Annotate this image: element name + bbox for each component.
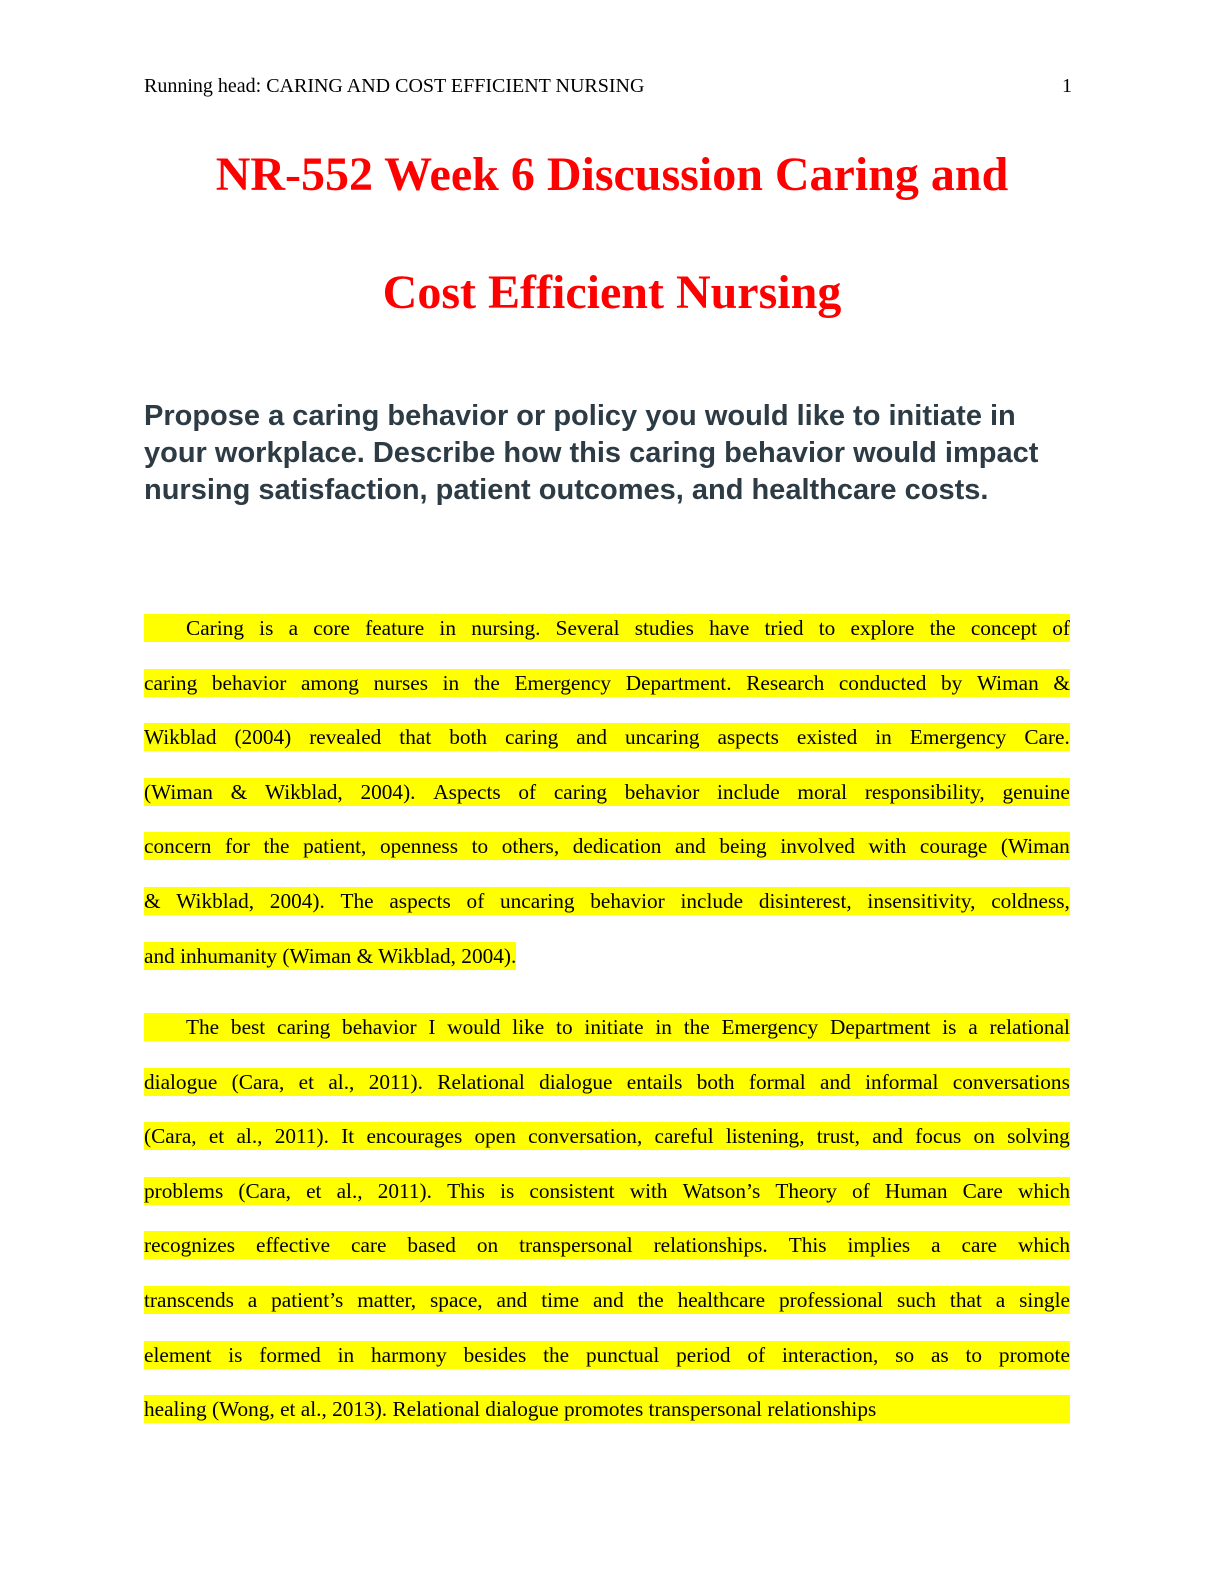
running-head bbox=[144, 74, 1072, 98]
word: would bbox=[447, 1015, 501, 1039]
word: with bbox=[868, 834, 907, 859]
word: the bbox=[543, 1342, 570, 1367]
word: patient’s bbox=[271, 1287, 344, 1312]
word: listening, bbox=[725, 1124, 805, 1149]
word: 2011). bbox=[377, 1178, 432, 1203]
paragraph-line bbox=[144, 1068, 1070, 1123]
discussion-prompt: Propose a caring behavior or policy you would like to initiate in your workplace. Describe how this caring behavior would impact nursing satisfaction, patient outcomes, and healthcare costs. bbox=[144, 400, 1039, 506]
highlighted-text bbox=[144, 723, 1070, 751]
word: so bbox=[895, 1342, 915, 1367]
paragraph-line bbox=[144, 942, 1070, 997]
word: aspects bbox=[389, 888, 451, 913]
paragraph-line bbox=[144, 1341, 1070, 1396]
word: concern bbox=[144, 834, 212, 859]
page-number: 1 bbox=[1062, 75, 1072, 97]
word: revealed bbox=[309, 725, 382, 750]
word: trust, bbox=[816, 1124, 860, 1149]
paragraph-line bbox=[144, 1231, 1070, 1286]
word: & bbox=[1053, 670, 1070, 695]
word: is bbox=[228, 1342, 243, 1367]
word: informal bbox=[865, 1069, 939, 1094]
word: besides bbox=[463, 1342, 527, 1367]
word: in bbox=[439, 616, 456, 640]
word: formal bbox=[748, 1069, 806, 1094]
word: patient, bbox=[303, 834, 367, 859]
document-title-line-1: NR-552 Week 6 Discussion Caring and bbox=[215, 148, 1009, 201]
word: is bbox=[500, 1178, 515, 1203]
highlighted-text bbox=[144, 1122, 1070, 1150]
word: problems bbox=[144, 1178, 224, 1203]
word: caring bbox=[553, 779, 608, 804]
paragraph-line bbox=[144, 1286, 1070, 1341]
word: include bbox=[717, 779, 780, 804]
word: (Wiman bbox=[144, 779, 213, 804]
word: relationships. bbox=[653, 1233, 768, 1258]
paragraph-2 bbox=[144, 1013, 1070, 1450]
word: to bbox=[471, 834, 489, 859]
word: Human bbox=[884, 1178, 948, 1203]
word: dedication bbox=[572, 834, 662, 859]
word: such bbox=[896, 1287, 937, 1312]
word: the bbox=[683, 1015, 710, 1039]
word: the bbox=[473, 670, 500, 695]
highlighted-text bbox=[144, 1341, 1070, 1369]
word: et bbox=[208, 1124, 225, 1149]
word: to bbox=[556, 1015, 573, 1039]
word: et bbox=[306, 1178, 322, 1203]
paragraph-line bbox=[144, 1122, 1070, 1177]
word: Watson’s bbox=[682, 1178, 761, 1203]
word: studies bbox=[634, 616, 694, 640]
word: al., bbox=[236, 1124, 263, 1149]
word: for bbox=[225, 834, 250, 859]
highlighted-text bbox=[144, 1068, 1070, 1096]
word: behavior bbox=[342, 1015, 417, 1039]
word: existed bbox=[796, 725, 858, 750]
word: feature bbox=[365, 616, 425, 640]
word: a bbox=[288, 616, 299, 640]
word: of bbox=[851, 1178, 870, 1203]
word: on bbox=[973, 1124, 995, 1149]
word: to bbox=[965, 1342, 983, 1367]
word: solving bbox=[1007, 1124, 1070, 1149]
word: Theory bbox=[775, 1178, 837, 1203]
word: based bbox=[407, 1233, 456, 1258]
word: Department bbox=[829, 1015, 931, 1039]
word: and bbox=[820, 1069, 851, 1094]
word: behavior bbox=[590, 888, 665, 913]
word: genuine bbox=[1002, 779, 1070, 804]
word: a bbox=[931, 1233, 941, 1258]
word: both bbox=[449, 725, 488, 750]
word: Wiman bbox=[976, 670, 1039, 695]
word: tried bbox=[764, 616, 804, 640]
word: in bbox=[875, 725, 892, 750]
word: time bbox=[541, 1287, 580, 1312]
word: others, bbox=[501, 834, 560, 859]
highlighted-text bbox=[144, 1177, 1070, 1205]
word: best bbox=[230, 1015, 266, 1039]
word: the bbox=[929, 616, 956, 640]
word: Caring bbox=[186, 616, 244, 640]
word: recognizes bbox=[144, 1233, 236, 1258]
word: punctual bbox=[585, 1342, 660, 1367]
word: behavior bbox=[211, 670, 287, 695]
paragraph-line bbox=[144, 887, 1070, 942]
word: care bbox=[351, 1233, 387, 1258]
paragraph-line bbox=[144, 1395, 1070, 1450]
word: among bbox=[300, 670, 359, 695]
word: the bbox=[263, 834, 290, 859]
paragraph-line bbox=[144, 1177, 1070, 1232]
highlighted-text: healing (Wong, et al., 2013). Relational dialogue promotes transpersonal relationships bbox=[144, 1395, 1070, 1423]
word: openness bbox=[379, 834, 459, 859]
word: coldness, bbox=[991, 888, 1070, 913]
word: The bbox=[340, 888, 374, 913]
running-head-text: Running head: CARING AND COST EFFICIENT NURSING bbox=[144, 75, 645, 97]
word: healthcare bbox=[677, 1287, 766, 1312]
word: initiate bbox=[584, 1015, 644, 1039]
word: 2004). bbox=[360, 779, 416, 804]
word: promote bbox=[998, 1342, 1070, 1367]
word: Relational bbox=[437, 1069, 525, 1094]
word: Wikblad, bbox=[176, 888, 255, 913]
highlighted-text: and inhumanity (Wiman & Wikblad, 2004). bbox=[144, 943, 517, 968]
word: conducted bbox=[838, 670, 927, 695]
word: conversation, bbox=[528, 1124, 643, 1149]
word: element bbox=[144, 1342, 212, 1367]
highlighted-text bbox=[144, 887, 1070, 915]
word: and bbox=[675, 834, 706, 859]
word: Emergency bbox=[721, 1015, 819, 1039]
word: nursing. bbox=[471, 616, 541, 640]
highlighted-text bbox=[144, 614, 1070, 642]
word: (Cara, bbox=[144, 1124, 197, 1149]
word: nurses bbox=[373, 670, 428, 695]
word: entails bbox=[626, 1069, 683, 1094]
word: It bbox=[341, 1124, 355, 1149]
word: careful bbox=[654, 1124, 714, 1149]
word: being bbox=[719, 834, 767, 859]
word: caring bbox=[277, 1015, 331, 1039]
word: period bbox=[676, 1342, 731, 1367]
word: insensitivity, bbox=[867, 888, 976, 913]
word: uncaring bbox=[624, 725, 700, 750]
word: in bbox=[337, 1342, 355, 1367]
word: to bbox=[818, 616, 836, 640]
word: and bbox=[872, 1124, 903, 1149]
paragraph-line bbox=[144, 832, 1070, 887]
word: a bbox=[968, 1015, 978, 1039]
word: et bbox=[298, 1069, 314, 1094]
word: encourages bbox=[366, 1124, 463, 1149]
word: (2004) bbox=[234, 725, 292, 750]
paragraph-line bbox=[144, 723, 1070, 778]
word: (Cara, bbox=[231, 1069, 285, 1094]
word: consistent bbox=[529, 1178, 615, 1203]
word: al., bbox=[336, 1178, 363, 1203]
word: by bbox=[941, 670, 963, 695]
highlighted-text bbox=[144, 1286, 1070, 1314]
word: & bbox=[230, 779, 248, 804]
highlighted-text bbox=[144, 1231, 1070, 1259]
word: Several bbox=[555, 616, 620, 640]
word: Department. bbox=[625, 670, 732, 695]
word: open bbox=[474, 1124, 516, 1149]
word: relational bbox=[989, 1015, 1070, 1039]
word: on bbox=[476, 1233, 499, 1258]
word: which bbox=[1017, 1233, 1070, 1258]
paragraph-line bbox=[144, 1013, 1070, 1068]
word: in bbox=[655, 1015, 672, 1039]
word: moral bbox=[797, 779, 848, 804]
word: of bbox=[466, 888, 485, 913]
word: a bbox=[995, 1287, 1006, 1312]
word: explore bbox=[850, 616, 915, 640]
word: Care bbox=[962, 1178, 1003, 1203]
word: caring bbox=[144, 670, 198, 695]
word: The bbox=[186, 1015, 220, 1039]
word: like bbox=[512, 1015, 545, 1039]
word: Emergency bbox=[514, 670, 612, 695]
word: a bbox=[247, 1287, 258, 1312]
paragraph-line bbox=[144, 778, 1070, 833]
word: courage bbox=[919, 834, 988, 859]
word: behavior bbox=[624, 779, 700, 804]
word: This bbox=[447, 1178, 485, 1203]
word: formed bbox=[259, 1342, 321, 1367]
word: harmony bbox=[371, 1342, 447, 1367]
highlighted-text bbox=[144, 669, 1070, 697]
word: (Wiman bbox=[1000, 834, 1070, 859]
word: aspects bbox=[717, 725, 779, 750]
highlighted-text bbox=[144, 832, 1070, 860]
word: caring bbox=[505, 725, 559, 750]
word: and bbox=[592, 1287, 624, 1312]
word: involved bbox=[780, 834, 855, 859]
word: This bbox=[788, 1233, 827, 1258]
word: and bbox=[496, 1287, 528, 1312]
word: 2004). bbox=[269, 888, 325, 913]
word: is bbox=[942, 1015, 957, 1039]
word: matter, bbox=[357, 1287, 417, 1312]
word: effective bbox=[256, 1233, 331, 1258]
word: include bbox=[680, 888, 744, 913]
word: conversations bbox=[952, 1069, 1070, 1094]
word: 2011). bbox=[274, 1124, 329, 1149]
word: dialogue bbox=[539, 1069, 613, 1094]
word: interaction, bbox=[781, 1342, 879, 1367]
word: disinterest, bbox=[758, 888, 852, 913]
word: have bbox=[709, 616, 750, 640]
word: implies bbox=[847, 1233, 911, 1258]
word: of bbox=[1052, 616, 1070, 640]
word: focus bbox=[915, 1124, 962, 1149]
word: both bbox=[696, 1069, 735, 1094]
word: al., bbox=[328, 1069, 355, 1094]
paragraph-line bbox=[144, 669, 1070, 724]
word: with bbox=[629, 1178, 668, 1203]
word: space, bbox=[430, 1287, 483, 1312]
highlighted-text bbox=[144, 778, 1070, 806]
word: of bbox=[518, 779, 537, 804]
word: 2011). bbox=[368, 1069, 423, 1094]
word: transpersonal bbox=[519, 1233, 633, 1258]
word: which bbox=[1017, 1178, 1070, 1203]
word: the bbox=[637, 1287, 664, 1312]
word: and bbox=[576, 725, 607, 750]
word: is bbox=[259, 616, 274, 640]
word: of bbox=[747, 1342, 766, 1367]
word: that bbox=[399, 725, 432, 750]
word: Emergency bbox=[909, 725, 1007, 750]
word: dialogue bbox=[144, 1069, 218, 1094]
word: single bbox=[1019, 1287, 1070, 1312]
word: Wikblad bbox=[144, 725, 217, 750]
word: I bbox=[428, 1015, 436, 1039]
word: & bbox=[144, 888, 161, 913]
word: professional bbox=[778, 1287, 884, 1312]
word: (Cara, bbox=[238, 1178, 291, 1203]
word: Wikblad, bbox=[264, 779, 343, 804]
paragraph-1 bbox=[144, 614, 1070, 996]
word: uncaring bbox=[500, 888, 575, 913]
paragraph-line bbox=[144, 614, 1070, 669]
word: Care. bbox=[1024, 725, 1070, 750]
word: care bbox=[961, 1233, 997, 1258]
word: core bbox=[313, 616, 350, 640]
word: Aspects bbox=[433, 779, 501, 804]
word: responsibility, bbox=[864, 779, 985, 804]
highlighted-text bbox=[144, 1013, 1070, 1041]
document-title-line-2: Cost Efficient Nursing bbox=[382, 266, 842, 319]
word: as bbox=[930, 1342, 949, 1367]
word: transcends bbox=[144, 1287, 234, 1312]
word: Research bbox=[746, 670, 825, 695]
word: that bbox=[949, 1287, 982, 1312]
word: in bbox=[442, 670, 460, 695]
word: concept bbox=[970, 616, 1038, 640]
